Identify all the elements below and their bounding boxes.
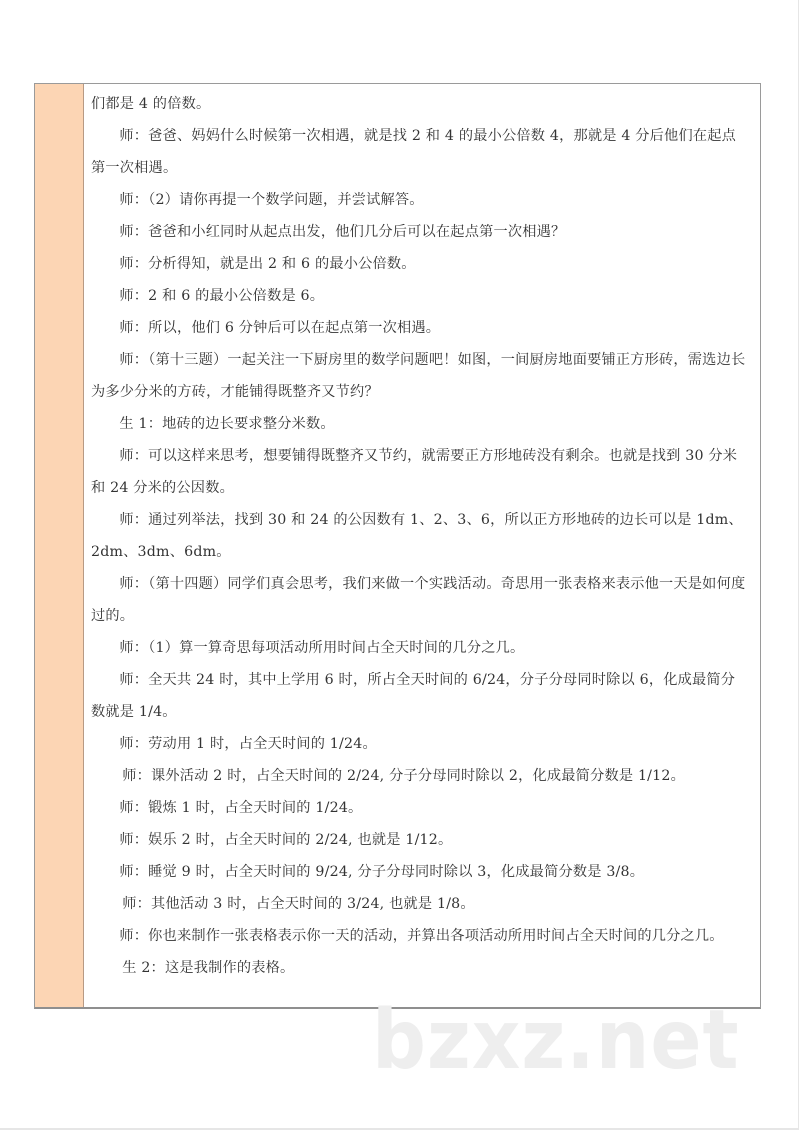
paragraph: 师：所以，他们 6 分钟后可以在起点第一次相遇。 xyxy=(119,320,441,336)
paragraph: 师：分析得知，就是出 2 和 6 的最小公倍数。 xyxy=(119,256,416,272)
paragraph: 师：你也来制作一张表格表示你一天的活动，并算出各项活动所用时间占全天时间的几分之几。 xyxy=(119,928,724,944)
table-side-column xyxy=(35,84,84,1007)
paragraph: 师：锻炼 1 时，占全天时间的 1/24。 xyxy=(119,800,363,816)
paragraph: 师：其他活动 3 时，占全天时间的 3/24, 也就是 1/8。 xyxy=(122,896,475,912)
paragraph: 师：娱乐 2 时，占全天时间的 2/24, 也就是 1/12。 xyxy=(119,832,453,848)
paragraph: 师：睡觉 9 时，占全天时间的 9/24, 分子分母同时除以 3，化成最简分数是 3/8。 xyxy=(119,864,645,880)
paragraph: 师：劳动用 1 时，占全天时间的 1/24。 xyxy=(119,736,377,752)
paragraph: 师：可以这样来思考，想要铺得既整齐又节约，就需要正方形地砖没有剩余。也就是找到 30 分米和 24 分米的公因数。 xyxy=(91,448,738,496)
paragraph: 师：课外活动 2 时，占全天时间的 2/24, 分子分母同时除以 2，化成最简分数是 1/12。 xyxy=(122,768,685,784)
lesson-table xyxy=(34,83,761,1009)
paragraph: 们都是 4 的倍数。 xyxy=(91,96,211,112)
paragraph: 生 2：这是我制作的表格。 xyxy=(122,960,295,976)
paragraph: 师：（1）算一算奇思每项活动所用时间占全天时间的几分之几。 xyxy=(119,640,525,656)
paragraph: 师：通过列举法，找到 30 和 24 的公因数有 1、2、3、6，所以正方形地砖的边长可以是 1dm、2dm、3dm、6dm。 xyxy=(91,512,743,560)
paragraph: 师：（2）请你再提一个数学问题，并尝试解答。 xyxy=(119,192,424,208)
watermark: bzxz.net xyxy=(372,993,740,1088)
table-content-cell xyxy=(84,84,760,1007)
paragraph: 师：2 和 6 的最小公倍数是 6。 xyxy=(119,288,325,304)
paragraph: 师：全天共 24 时，其中上学用 6 时，所占全天时间的 6/24，分子分母同时除以 6，化成最简分数就是 1/4。 xyxy=(91,672,736,720)
paragraph: 师：（第十三题）一起关注一下厨房里的数学问题吧！如图，一间厨房地面要铺正方形砖，需选边长为多少分米的方砖，才能铺得既整齐又节约？ xyxy=(91,352,746,400)
paragraph: 师：爸爸、妈妈什么时候第一次相遇，就是找 2 和 4 的最小公倍数 4，那就是 4 分后他们在起点第一次相遇。 xyxy=(91,128,736,176)
paragraph: 师：（第十四题）同学们真会思考，我们来做一个实践活动。奇思用一张表格来表示他一天是如何度过的。 xyxy=(91,576,746,624)
paragraph: 生 1：地砖的边长要求整分米数。 xyxy=(119,416,335,432)
paragraph: 师：爸爸和小红同时从起点出发，他们几分后可以在起点第一次相遇？ xyxy=(119,224,566,240)
